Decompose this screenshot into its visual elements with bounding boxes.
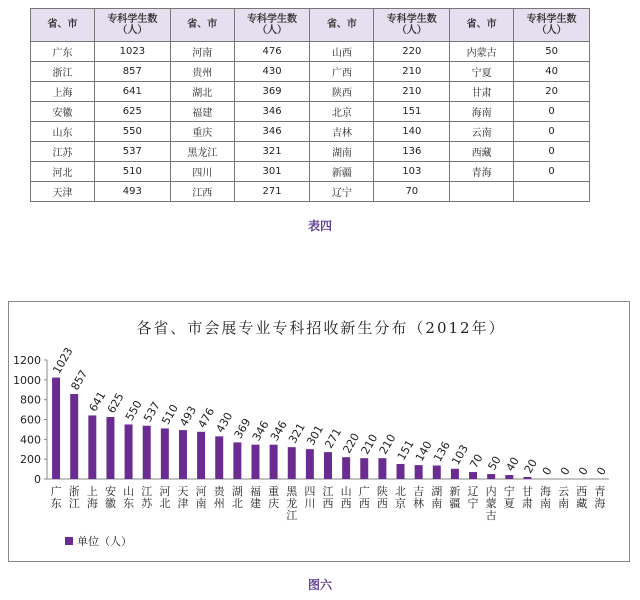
- count-cell: 50: [514, 42, 590, 62]
- data-label: 40: [503, 454, 522, 474]
- province-cell: 海南: [450, 102, 514, 122]
- table-row: [31, 162, 590, 182]
- province-cell: 宁夏: [450, 62, 514, 82]
- province-cell: 河南: [170, 42, 234, 62]
- province-cell: 云南: [450, 122, 514, 142]
- table-row: [31, 102, 590, 122]
- count-cell: 151: [374, 102, 450, 122]
- data-label: 210: [376, 431, 399, 457]
- bar: [342, 457, 350, 479]
- bar: [143, 426, 151, 479]
- bar: [397, 464, 405, 479]
- data-label: 103: [449, 442, 472, 468]
- table-row: [31, 62, 590, 82]
- table-row: [31, 182, 590, 202]
- count-cell: 20: [514, 82, 590, 102]
- data-label: 20: [521, 456, 541, 476]
- count-cell: 510: [94, 162, 170, 182]
- data-label: 625: [104, 390, 127, 416]
- bar: [179, 430, 187, 479]
- header-count-4: 专科学生数（人）: [514, 9, 590, 42]
- y-tick-label: 0: [34, 473, 41, 486]
- header-count-1: 专科学生数（人）: [94, 9, 170, 42]
- province-cell: 青海: [450, 162, 514, 182]
- x-tick-label: 甘肃: [521, 485, 533, 510]
- count-cell: 271: [234, 182, 310, 202]
- bar: [505, 475, 513, 479]
- x-tick-label: 广东: [50, 485, 62, 510]
- data-label: 1023: [50, 345, 76, 377]
- province-cell: 上海: [31, 82, 95, 102]
- header-province-1: 省、市: [31, 9, 95, 42]
- x-tick-label: 河北: [159, 485, 171, 510]
- bar: [324, 452, 332, 479]
- province-cell: 广西: [310, 62, 374, 82]
- y-tick-label: 1200: [13, 354, 41, 367]
- bar-chart: [9, 302, 629, 561]
- province-cell: 浙江: [31, 62, 95, 82]
- bar: [469, 472, 477, 479]
- province-cell: 陕西: [310, 82, 374, 102]
- data-label: 346: [267, 418, 290, 444]
- bar: [415, 465, 423, 479]
- province-cell: 山东: [31, 122, 95, 142]
- data-label: 136: [431, 439, 453, 465]
- count-cell: 369: [234, 82, 310, 102]
- data-label: 321: [286, 420, 308, 446]
- x-tick-label: 浙江: [68, 485, 80, 510]
- bar: [378, 458, 386, 479]
- x-tick-label: 辽宁: [467, 485, 479, 510]
- count-cell: 641: [94, 82, 170, 102]
- x-tick-label: 福建: [249, 485, 261, 510]
- data-label: 346: [249, 418, 272, 444]
- province-cell: 河北: [31, 162, 95, 182]
- x-tick-label: 黑龙江: [286, 485, 298, 522]
- count-cell: 625: [94, 102, 170, 122]
- count-cell: 550: [94, 122, 170, 142]
- x-tick-label: 云南: [558, 485, 570, 510]
- x-tick-label: 江苏: [141, 485, 153, 510]
- bar: [88, 415, 96, 479]
- count-cell: 346: [234, 102, 310, 122]
- table-caption: 表四: [307, 219, 332, 233]
- count-cell: 0: [514, 122, 590, 142]
- table-header-row: [31, 9, 590, 42]
- count-cell: 537: [94, 142, 170, 162]
- count-cell: 346: [234, 122, 310, 142]
- x-tick-label: 吉林: [413, 485, 425, 510]
- bar: [70, 394, 78, 479]
- count-cell: 0: [514, 142, 590, 162]
- x-tick-label: 河南: [195, 485, 207, 510]
- bar: [433, 466, 441, 479]
- data-label: 550: [122, 398, 145, 423]
- bar: [360, 458, 368, 479]
- data-label: 70: [467, 451, 486, 471]
- province-cell: 江西: [170, 182, 234, 202]
- x-tick-label: 内蒙古: [485, 485, 497, 522]
- header-count-2: 专科学生数（人）: [234, 9, 310, 42]
- province-cell: 新疆: [310, 162, 374, 182]
- province-cell: 西藏: [450, 142, 514, 162]
- x-tick-label: 上海: [86, 485, 98, 510]
- data-label: 140: [412, 438, 435, 464]
- chart-frame: [8, 301, 630, 562]
- data-label: 369: [231, 416, 254, 441]
- data-label: 271: [322, 425, 345, 451]
- x-tick-label: 江西: [322, 485, 334, 510]
- table-row: [31, 42, 590, 62]
- x-tick-label: 青海: [594, 485, 606, 510]
- data-label: 0: [594, 464, 610, 478]
- chart-caption: 图六: [307, 578, 332, 592]
- bar: [306, 449, 314, 479]
- data-label: 0: [558, 464, 573, 478]
- legend-label: 单位（人）: [77, 535, 132, 548]
- x-tick-label: 山东: [123, 485, 135, 510]
- count-cell: 40: [514, 62, 590, 82]
- province-cell: 山西: [310, 42, 374, 62]
- x-tick-label: 北京: [395, 485, 407, 510]
- data-label: 0: [539, 464, 555, 478]
- bar: [52, 378, 60, 479]
- bar: [197, 432, 205, 479]
- province-cell: 湖南: [310, 142, 374, 162]
- legend-swatch: [65, 537, 73, 545]
- bar: [288, 447, 296, 479]
- data-label: 493: [177, 403, 200, 429]
- count-cell: 140: [374, 122, 450, 142]
- table-row: [31, 82, 590, 102]
- province-cell: [450, 182, 514, 202]
- x-tick-label: 新疆: [449, 485, 461, 510]
- count-cell: 301: [234, 162, 310, 182]
- data-label: 641: [86, 389, 109, 414]
- header-count-3: 专科学生数（人）: [374, 9, 450, 42]
- table-body: [31, 42, 590, 202]
- province-cell: 天津: [31, 182, 95, 202]
- enrollment-table: [30, 8, 590, 202]
- count-cell: 136: [374, 142, 450, 162]
- x-tick-label: 西藏: [576, 485, 588, 510]
- count-cell: [514, 182, 590, 202]
- x-tick-label: 陕西: [376, 485, 388, 510]
- province-cell: 福建: [170, 102, 234, 122]
- province-cell: 广东: [31, 42, 95, 62]
- y-tick-label: 400: [20, 433, 41, 447]
- header-province-3: 省、市: [310, 9, 374, 42]
- province-cell: 湖北: [170, 82, 234, 102]
- bar: [451, 469, 459, 479]
- x-tick-label: 天津: [177, 485, 189, 510]
- count-cell: 220: [374, 42, 450, 62]
- bar: [270, 445, 278, 479]
- count-cell: 493: [94, 182, 170, 202]
- province-cell: 吉林: [310, 122, 374, 142]
- data-label: 0: [576, 464, 591, 478]
- count-cell: 103: [374, 162, 450, 182]
- x-tick-label: 湖南: [431, 485, 443, 510]
- chart-title: 各省、市会展专业专科招收新生分布（2012年）: [136, 319, 506, 337]
- province-cell: 重庆: [170, 122, 234, 142]
- count-cell: 430: [234, 62, 310, 82]
- x-tick-label: 安徽: [104, 485, 116, 510]
- data-label: 510: [159, 402, 181, 427]
- bar: [487, 474, 495, 479]
- x-tick-label: 山西: [340, 485, 352, 510]
- data-label: 210: [358, 431, 381, 457]
- count-cell: 210: [374, 62, 450, 82]
- x-tick-label: 贵州: [213, 485, 225, 510]
- data-label: 857: [68, 367, 91, 393]
- province-cell: 辽宁: [310, 182, 374, 202]
- data-label: 430: [213, 410, 236, 435]
- count-cell: 0: [514, 102, 590, 122]
- header-province-4: 省、市: [450, 9, 514, 42]
- x-tick-label: 重庆: [268, 485, 280, 510]
- bar: [161, 428, 169, 479]
- province-cell: 江苏: [31, 142, 95, 162]
- data-label: 537: [141, 399, 163, 425]
- y-tick-label: 600: [20, 413, 41, 427]
- bar: [251, 445, 259, 479]
- data-label: 50: [485, 453, 504, 473]
- y-tick-label: 200: [20, 453, 41, 467]
- count-cell: 476: [234, 42, 310, 62]
- table-row: [31, 122, 590, 142]
- table-row: [31, 142, 590, 162]
- count-cell: 210: [374, 82, 450, 102]
- count-cell: 857: [94, 62, 170, 82]
- x-tick-label: 海南: [540, 485, 552, 510]
- x-tick-label: 湖北: [231, 485, 243, 510]
- count-cell: 1023: [94, 42, 170, 62]
- province-cell: 北京: [310, 102, 374, 122]
- province-cell: 甘肃: [450, 82, 514, 102]
- data-label: 151: [394, 437, 417, 463]
- data-label: 476: [195, 405, 218, 431]
- count-cell: 70: [374, 182, 450, 202]
- province-cell: 贵州: [170, 62, 234, 82]
- bar: [106, 417, 114, 479]
- bar: [215, 436, 223, 479]
- header-province-2: 省、市: [170, 9, 234, 42]
- x-tick-label: 广西: [358, 485, 370, 510]
- data-label: 220: [340, 430, 363, 456]
- bar: [125, 424, 133, 479]
- x-tick-label: 宁夏: [503, 485, 515, 510]
- bar: [233, 442, 241, 479]
- x-tick-label: 四川: [304, 485, 316, 510]
- province-cell: 安徽: [31, 102, 95, 122]
- data-label: 301: [304, 422, 326, 448]
- bar: [523, 477, 531, 479]
- province-cell: 内蒙古: [450, 42, 514, 62]
- province-cell: 黑龙江: [170, 142, 234, 162]
- count-cell: 0: [514, 162, 590, 182]
- y-tick-label: 1000: [13, 373, 41, 387]
- province-cell: 四川: [170, 162, 234, 182]
- count-cell: 321: [234, 142, 310, 162]
- y-tick-label: 800: [20, 393, 41, 407]
